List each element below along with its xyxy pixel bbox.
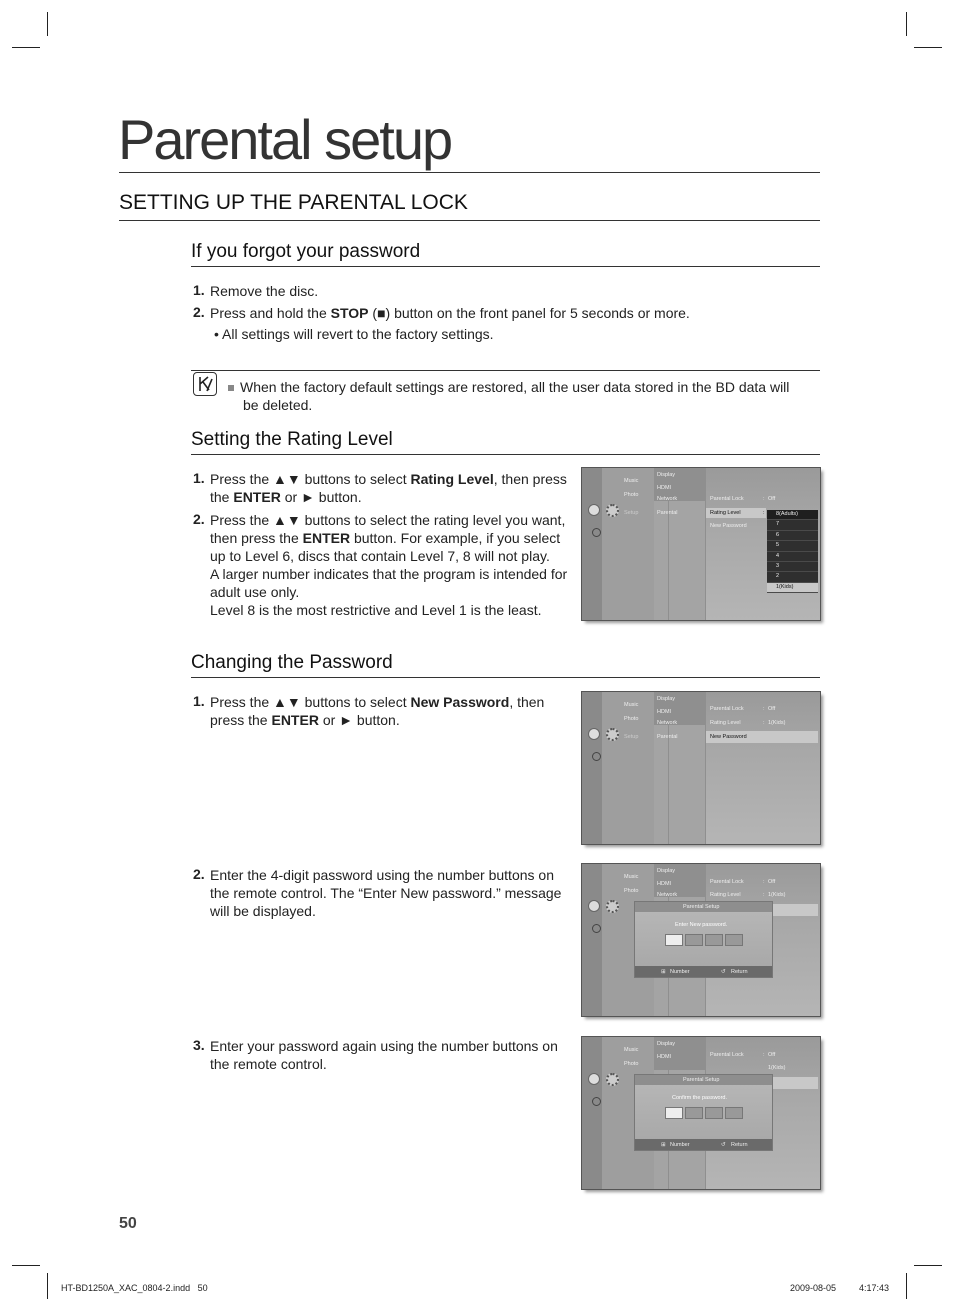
photo-label: Photo bbox=[624, 492, 639, 498]
rating-option[interactable]: 3 bbox=[767, 562, 818, 572]
parental-lock-value: Off bbox=[768, 879, 776, 885]
section-heading: SETTING UP THE PARENTAL LOCK bbox=[119, 191, 468, 214]
parental-lock-label: Parental Lock bbox=[710, 879, 744, 885]
password-digit-box[interactable] bbox=[665, 934, 683, 946]
password-digit-box[interactable] bbox=[685, 934, 703, 946]
parental-lock-value: Off bbox=[768, 1052, 776, 1058]
new-password-label: New Password bbox=[710, 734, 747, 740]
text-part: then press the bbox=[210, 530, 303, 546]
crop-mark bbox=[906, 12, 907, 36]
disc-icon bbox=[588, 504, 600, 516]
step-number: 2. bbox=[193, 866, 205, 882]
number-label: Number bbox=[670, 969, 690, 975]
colon: : bbox=[763, 496, 765, 502]
step-text bbox=[210, 693, 570, 729]
music-label: Music bbox=[624, 874, 639, 880]
crop-mark bbox=[914, 1265, 942, 1266]
crop-mark bbox=[906, 1273, 907, 1299]
display-label: Display bbox=[657, 696, 676, 702]
osd-col bbox=[582, 468, 602, 620]
password-digit-box[interactable] bbox=[725, 934, 743, 946]
crop-mark bbox=[12, 47, 40, 48]
colon: : bbox=[763, 1052, 765, 1058]
password-digit-box[interactable] bbox=[685, 1107, 703, 1119]
photo-label: Photo bbox=[624, 1061, 639, 1067]
rating-level-label: Rating Level bbox=[710, 720, 741, 726]
text-part: , then bbox=[509, 694, 545, 710]
colon: : bbox=[763, 879, 765, 885]
return-icon: ↺ bbox=[721, 1142, 726, 1148]
network-label: Network bbox=[657, 720, 678, 726]
footer-filename: HT-BD1250A_XAC_0804-2.indd 50 bbox=[61, 1283, 208, 1293]
text-part: , then press bbox=[493, 471, 567, 487]
step-number: 3. bbox=[193, 1037, 205, 1053]
rating-level-label: Rating Level bbox=[710, 510, 741, 516]
text-part: Press the ▲▼ buttons to select the rating level you want, bbox=[210, 512, 566, 528]
display-label: Display bbox=[657, 472, 676, 478]
crop-mark bbox=[47, 1273, 48, 1299]
rating-option[interactable]: 5 bbox=[767, 541, 818, 551]
text-part: adult use only. bbox=[210, 584, 300, 600]
rating-option[interactable]: 2 bbox=[767, 572, 818, 582]
text-part: Press and hold the bbox=[210, 305, 331, 321]
step-text bbox=[210, 470, 570, 506]
text-bold: ENTER bbox=[233, 489, 281, 505]
display-label: Display bbox=[657, 868, 676, 874]
disc-icon bbox=[588, 1073, 600, 1085]
osd-screen-rating bbox=[582, 468, 820, 620]
colon: : bbox=[763, 720, 765, 726]
photo-label: Photo bbox=[624, 888, 639, 894]
music-label: Music bbox=[624, 702, 639, 708]
rating-rule bbox=[191, 454, 820, 455]
password-digit-box[interactable] bbox=[665, 1107, 683, 1119]
setup-label: Setup bbox=[624, 734, 639, 740]
note-icon bbox=[193, 372, 217, 396]
osd-col bbox=[602, 468, 655, 620]
network-label: Network bbox=[657, 892, 678, 898]
step-text bbox=[210, 511, 575, 619]
rating-level-label: Rating Level bbox=[710, 892, 741, 898]
text-part: Press the ▲▼ buttons to select bbox=[210, 694, 411, 710]
text-part: will be displayed. bbox=[210, 903, 316, 919]
osd-screen-new-password bbox=[582, 692, 820, 844]
bullet-text: • All settings will revert to the factory settings. bbox=[214, 326, 494, 342]
colon: : bbox=[763, 892, 765, 898]
rating-level-value: 1(Kids) bbox=[768, 720, 786, 726]
display-label: Display bbox=[657, 1041, 676, 1047]
text-part: or ► button. bbox=[280, 489, 362, 505]
section-rule bbox=[119, 220, 820, 221]
parental-lock-value: Off bbox=[768, 706, 776, 712]
gear-icon bbox=[606, 504, 619, 517]
text-part: (■) button on the front panel for 5 seconds or more. bbox=[368, 305, 690, 321]
osd-screen-confirm-password bbox=[582, 1037, 820, 1189]
rating-option[interactable]: 1(Kids) bbox=[767, 583, 818, 593]
parental-lock-label: Parental Lock bbox=[710, 1052, 744, 1058]
dialog-message: Confirm the password. bbox=[672, 1095, 728, 1101]
setup-label: Setup bbox=[624, 510, 639, 516]
crop-mark bbox=[12, 1265, 40, 1266]
parental-lock-value: Off bbox=[768, 496, 776, 502]
return-label[interactable]: Return bbox=[731, 1142, 748, 1148]
rating-heading: Setting the Rating Level bbox=[191, 429, 393, 450]
osd-col bbox=[602, 692, 655, 844]
rating-level-value: 1(Kids) bbox=[768, 892, 786, 898]
music-label: Music bbox=[624, 1047, 639, 1053]
text-part: button. For example, if you select bbox=[350, 530, 561, 546]
note-text bbox=[228, 378, 818, 414]
new-password-label: New Password bbox=[710, 523, 747, 529]
return-icon: ↺ bbox=[721, 969, 726, 975]
password-digit-box[interactable] bbox=[705, 1107, 723, 1119]
note-rule bbox=[191, 370, 820, 371]
footer-time: 4:17:43 bbox=[859, 1283, 890, 1293]
step-text bbox=[210, 1037, 570, 1073]
globe-icon bbox=[592, 528, 601, 537]
password-heading: Changing the Password bbox=[191, 652, 393, 673]
step-number: 1. bbox=[193, 470, 205, 486]
osd-col bbox=[582, 864, 602, 1016]
title-rule bbox=[119, 172, 820, 173]
footer-date: 2009-08-05 bbox=[790, 1283, 837, 1293]
text-part: the remote control. The “Enter New password.” message bbox=[210, 885, 562, 901]
number-icon: ⊞ bbox=[661, 969, 666, 975]
rating-option[interactable]: 7 bbox=[767, 520, 818, 530]
step-number: 1. bbox=[193, 282, 205, 298]
parental-setup-dialog bbox=[634, 1074, 773, 1151]
step-text: Remove the disc. bbox=[210, 283, 319, 299]
text-part: the remote control. bbox=[210, 1056, 327, 1072]
hdmi-label: HDMI bbox=[657, 485, 672, 491]
text-part: or ► button. bbox=[318, 712, 400, 728]
text-bold: ENTER bbox=[271, 712, 319, 728]
dialog-title: Parental Setup bbox=[683, 1077, 720, 1083]
dialog-title: Parental Setup bbox=[683, 904, 720, 910]
step-number: 1. bbox=[193, 693, 205, 709]
colon: : bbox=[763, 510, 765, 516]
text-part: A larger number indicates that the program is intended for bbox=[210, 566, 568, 582]
text-part: Enter your password again using the number buttons on bbox=[210, 1038, 558, 1054]
osd-col bbox=[705, 692, 820, 844]
password-digit-box[interactable] bbox=[725, 1107, 743, 1119]
text-bold: Rating Level bbox=[410, 471, 494, 487]
text-part: up to Level 6, discs that contain Level 7, 8 will not play. bbox=[210, 548, 550, 564]
text-part: Press the ▲▼ buttons to select bbox=[210, 471, 411, 487]
crop-mark bbox=[47, 12, 48, 36]
note-line: When the factory default settings are restored, all the user data stored in the BD data will bbox=[240, 379, 790, 395]
step-text bbox=[210, 866, 570, 920]
rating-option[interactable]: 6 bbox=[767, 531, 818, 541]
page-title: Parental setup bbox=[118, 108, 452, 171]
forgot-rule bbox=[191, 266, 820, 267]
return-label[interactable]: Return bbox=[731, 969, 748, 975]
globe-icon bbox=[592, 1097, 601, 1106]
note-line: be deleted. bbox=[243, 397, 313, 413]
dialog-footer bbox=[635, 1139, 772, 1150]
password-digit-box[interactable] bbox=[705, 934, 723, 946]
hdmi-label: HDMI bbox=[657, 1054, 672, 1060]
gear-icon bbox=[606, 1073, 619, 1086]
globe-icon bbox=[592, 752, 601, 761]
osd-screen-enter-password bbox=[582, 864, 820, 1016]
text-part: Level 8 is the most restrictive and Level 1 is the least. bbox=[210, 602, 542, 618]
parental-label: Parental bbox=[657, 734, 678, 740]
dialog-footer bbox=[635, 966, 772, 977]
number-icon: ⊞ bbox=[661, 1142, 666, 1148]
hdmi-label: HDMI bbox=[657, 709, 672, 715]
password-rule bbox=[191, 677, 820, 678]
forgot-heading: If you forgot your password bbox=[191, 241, 421, 262]
stop-label: STOP bbox=[330, 305, 369, 321]
globe-icon bbox=[592, 924, 601, 933]
network-label: Network bbox=[657, 496, 678, 502]
gear-icon bbox=[606, 728, 619, 741]
step-number: 2. bbox=[193, 304, 205, 320]
colon: : bbox=[763, 706, 765, 712]
step-text bbox=[210, 304, 690, 322]
rating-dropdown[interactable] bbox=[767, 510, 818, 593]
parental-lock-label: Parental Lock bbox=[710, 496, 744, 502]
note-bullet-icon bbox=[228, 385, 234, 391]
hdmi-label: HDMI bbox=[657, 881, 672, 887]
text-part: the bbox=[210, 489, 234, 505]
text-bold: New Password bbox=[410, 694, 510, 710]
rating-option[interactable]: 4 bbox=[767, 552, 818, 562]
dialog-message: Enter New password. bbox=[675, 922, 728, 928]
parental-lock-label: Parental Lock bbox=[710, 706, 744, 712]
disc-icon bbox=[588, 728, 600, 740]
text-bold: ENTER bbox=[302, 530, 351, 546]
text-part: press the bbox=[210, 712, 272, 728]
step-number: 2. bbox=[193, 511, 205, 527]
disc-icon bbox=[588, 900, 600, 912]
text-part: Enter the 4-digit password using the number buttons on bbox=[210, 867, 554, 883]
osd-col bbox=[582, 692, 602, 844]
crop-mark bbox=[914, 47, 942, 48]
photo-label: Photo bbox=[624, 716, 639, 722]
osd-col bbox=[582, 1037, 602, 1189]
rating-level-value: 1(Kids) bbox=[768, 1065, 786, 1071]
number-label: Number bbox=[670, 1142, 690, 1148]
parental-label: Parental bbox=[657, 510, 678, 516]
parental-setup-dialog bbox=[634, 901, 773, 978]
rating-option[interactable]: 8(Adults) bbox=[767, 510, 818, 520]
gear-icon bbox=[606, 900, 619, 913]
music-label: Music bbox=[624, 478, 639, 484]
page-number: 50 bbox=[119, 1215, 137, 1232]
